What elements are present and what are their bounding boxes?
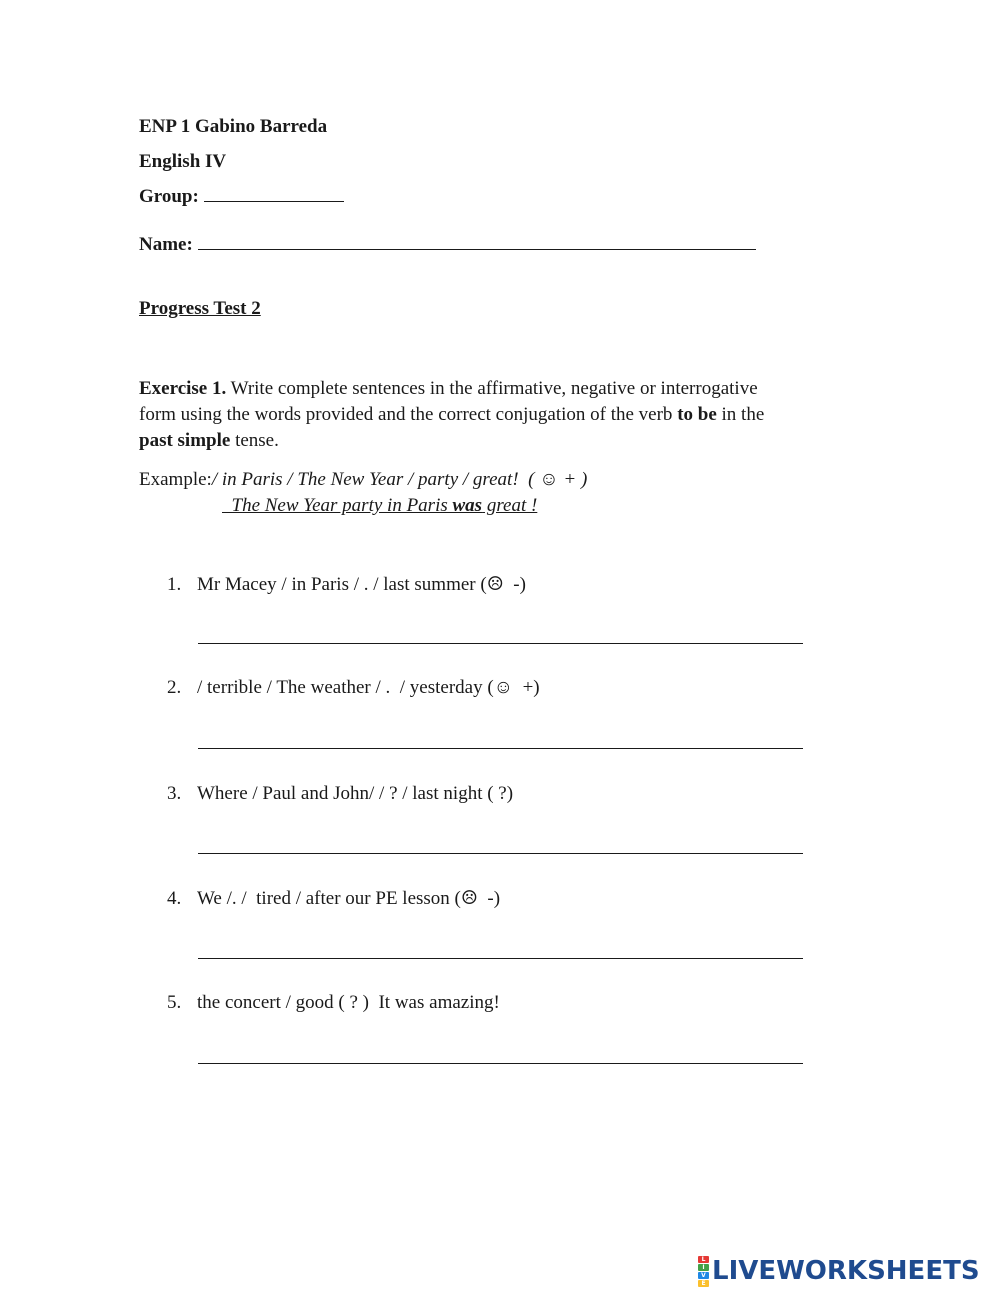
item-number: 1. bbox=[167, 574, 182, 595]
exercise-label: Exercise 1. bbox=[139, 378, 227, 399]
logo-letter-v: V bbox=[698, 1272, 709, 1279]
group-input[interactable] bbox=[204, 201, 344, 202]
logo-mark-icon bbox=[698, 1256, 709, 1287]
name-input[interactable] bbox=[198, 249, 756, 250]
list-item bbox=[167, 783, 513, 805]
liveworksheets-logo bbox=[698, 1254, 980, 1288]
example-answer-pre: The New Year party in Paris bbox=[222, 495, 453, 516]
list-item bbox=[167, 573, 526, 596]
example-prompt-row bbox=[139, 467, 587, 493]
name-row bbox=[139, 234, 756, 256]
answer-line-2[interactable] bbox=[198, 748, 803, 749]
answer-line-3[interactable] bbox=[198, 853, 803, 854]
answer-line-1[interactable] bbox=[198, 643, 803, 644]
list-item bbox=[167, 677, 540, 699]
group-row bbox=[139, 186, 344, 208]
logo-letter-e: E bbox=[698, 1280, 709, 1287]
example-label: Example: bbox=[139, 469, 212, 490]
instruction-text-b: form using the words provided and the correct conjugation of the verb bbox=[139, 404, 678, 425]
name-label: Name: bbox=[139, 234, 193, 255]
school-name: ENP 1 Gabino Barreda bbox=[139, 116, 328, 137]
group-label: Group: bbox=[139, 186, 199, 207]
instruction-line-1 bbox=[139, 376, 764, 402]
item-prompt: / terrible / The weather / . / yesterday (☺ +) bbox=[197, 677, 540, 698]
item-number: 5. bbox=[167, 992, 182, 1013]
answer-line-5[interactable] bbox=[198, 1063, 803, 1064]
instruction-line-3 bbox=[139, 428, 764, 454]
item-number: 4. bbox=[167, 888, 182, 909]
item-prompt: We /. / tired / after our PE lesson (☹ -) bbox=[197, 888, 501, 909]
logo-letter-l: L bbox=[698, 1256, 709, 1263]
item-prompt: the concert / good ( ? ) It was amazing! bbox=[197, 992, 500, 1013]
logo-text: LIVEWORKSHEETS bbox=[712, 1256, 980, 1286]
instruction-verb: to be bbox=[677, 404, 717, 425]
answer-line-4[interactable] bbox=[198, 958, 803, 959]
item-prompt: Where / Paul and John/ / ? / last night ( ?) bbox=[197, 783, 514, 804]
example-prompt: / in Paris / The New Year / party / great! ( ☺ + ) bbox=[211, 469, 588, 490]
item-prompt: Mr Macey / in Paris / . / last summer (☹ -) bbox=[197, 574, 526, 595]
instruction-text-b-end: in the bbox=[716, 404, 765, 425]
item-number: 3. bbox=[167, 783, 182, 804]
logo-letter-i: I bbox=[698, 1264, 709, 1271]
example-answer-verb: was bbox=[452, 495, 483, 516]
course-name: English IV bbox=[139, 151, 227, 172]
instruction-text-c-end: tense. bbox=[230, 430, 279, 451]
list-item bbox=[167, 992, 500, 1014]
instruction-tense: past simple bbox=[139, 430, 231, 451]
instruction-text-a: Write complete sentences in the affirmative, negative or interrogative bbox=[226, 378, 758, 399]
exercise-instructions bbox=[139, 376, 764, 454]
page-title: Progress Test 2 bbox=[139, 298, 261, 319]
instruction-line-2 bbox=[139, 402, 764, 428]
example-answer-post: great ! bbox=[482, 495, 538, 516]
list-item bbox=[167, 887, 500, 910]
item-number: 2. bbox=[167, 677, 182, 698]
example-answer bbox=[222, 493, 537, 519]
